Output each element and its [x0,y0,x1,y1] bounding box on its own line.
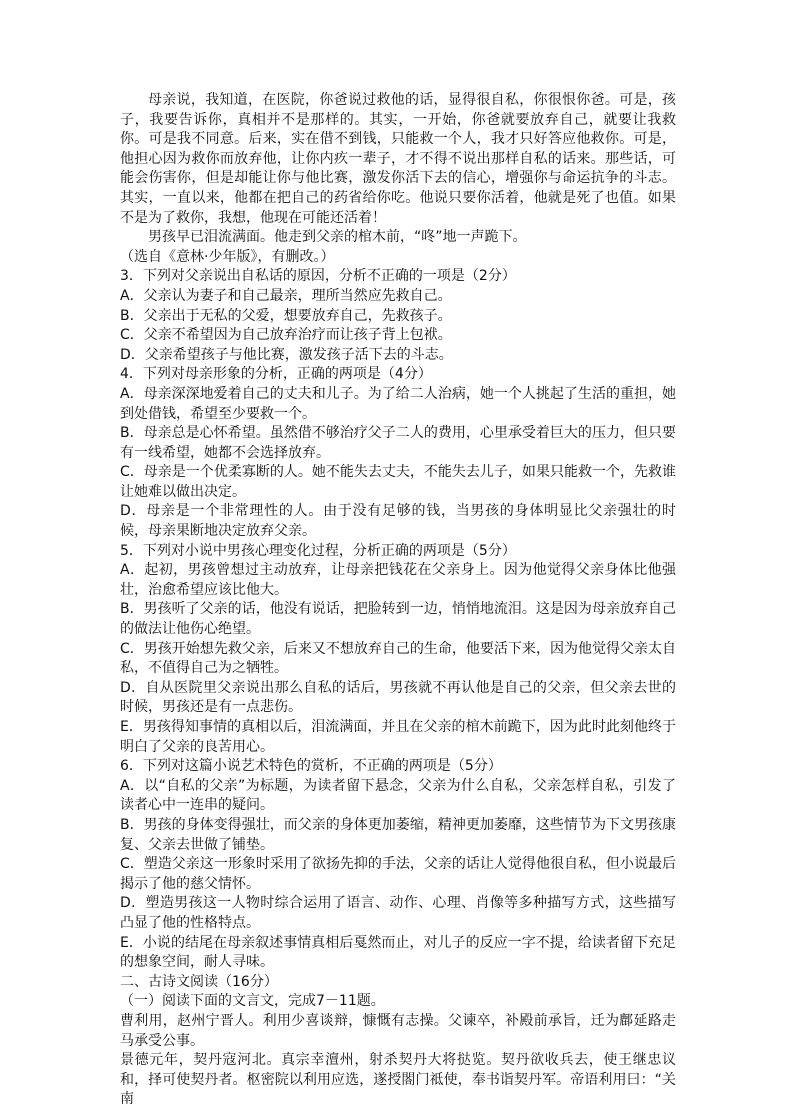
document-page [120,91,676,1110]
section-heading: 二、古诗文阅读（16分） [120,973,278,990]
question-6 [120,757,676,973]
question-stem: 6．下列对这篇小说艺术特色的赏析，不正确的两项是（5分） [120,758,502,775]
question-stem: 5．下列对小说中男孩心理变化过程，分析正确的两项是（5分） [120,542,516,559]
option-b: B．男孩听了父亲的话，他没有说话，把脸转到一边，悄悄地流泪。这是因为母亲放弃自己的做法让他伤心绝望。 [120,601,676,638]
option-d: D．自从医院里父亲说出那么自私的话后，男孩就不再认他是自己的父亲，但父亲去世的时候，男孩还是有一点悲伤。 [120,679,676,716]
question-stem: 3．下列对父亲说出自私话的原因，分析不正确的一项是（2分） [120,268,516,285]
option-a: A．母亲深深地爱着自己的丈夫和儿子。为了给二人治病，她一个人挑起了生活的重担，她到处借钱，希望至少要救一个。 [120,385,676,422]
option-c: C．塑造父亲这一形象时采用了欲扬先抑的手法，父亲的话让人觉得他很自私，但小说最后揭示了他的慈父情怀。 [120,856,676,892]
question-3 [120,267,676,365]
option-d: D．母亲是一个非常理性的人。由于没有足够的钱，当男孩的身体明显比父亲强壮的时候，母亲果断地决定放弃父亲。 [120,503,676,540]
question-4 [120,365,676,541]
option-b: B．父亲出于无私的父爱，想要放弃自己，先救孩子。 [120,307,452,324]
subsection-heading: （一）阅读下面的文言文，完成7－11题。 [120,993,385,1010]
source-note: （选自《意林·少年版》，有删改。） [120,248,335,265]
option-d: D．塑造男孩这一人物时综合运用了语言、动作、心理、肖像等多种描写方式，这些描写凸显了他的性格特点。 [120,895,676,931]
option-b: B．男孩的身体变得强壮，而父亲的身体更加萎缩，精神更加萎靡，这些情节为下文男孩康复、父亲去世做了铺垫。 [120,816,676,853]
option-e: E．小说的结尾在母亲叙述事情真相后戛然而止，对儿子的反应一字不提，给读者留下充足的想象空间，耐人寻味。 [120,934,676,971]
story-paragraph: 男孩早已泪流满面。他走到父亲的棺木前，“咚”地一声跪下。 [148,229,527,246]
option-e: E．男孩得知事情的真相以后，泪流满面，并且在父亲的棺木前跪下，因为此时此刻他终于明白了父亲的良苦用心。 [120,719,676,755]
option-c: C．母亲是一个优柔寡断的人。她不能失去丈夫，不能失去儿子，如果只能救一个，先救谁让她难以做出决定。 [120,464,676,500]
option-d: D．父亲希望孩子与他比赛，激发孩子活下去的斗志。 [120,346,453,363]
option-c: C．父亲不希望因为自己放弃治疗而让孩子背上包袱。 [120,327,452,344]
option-a: A．父亲认为妻子和自己最亲，理所当然应先救自己。 [120,287,452,304]
question-stem: 4．下列对母亲形象的分析，正确的两项是（4分） [120,366,432,383]
option-c: C．男孩开始想先救父亲，后来又不想放弃自己的生命，他要活下来，因为他觉得父亲太自私，不值得自己为之牺牲。 [120,640,676,677]
option-a: A．以“自私的父亲”为标题，为读者留下悬念，父亲为什么自私，父亲怎样自私，引发了读者心中一连串的疑问。 [120,777,676,814]
option-a: A．起初，男孩曾想过主动放弃，让母亲把钱花在父亲身上。因为他觉得父亲身体比他强壮，治愈希望应该比他大。 [120,562,676,598]
option-b: B．母亲总是心怀希望。虽然借不够治疗父子二人的费用，心里承受着巨大的压力，但只要有一线希望，她都不会选择放弃。 [120,425,676,461]
classical-paragraph: 景德元年，契丹寇河北。真宗幸澶州，射杀契丹大将挞览。契丹欲收兵去，使王继忠议和，择可使契丹者。枢密院以利用应选，遂授閤门祗使，奉书诣契丹军。帝语利用曰：“关南 [120,1052,676,1108]
story-paragraph: 母亲说，我知道，在医院，你爸说过救他的话，显得很自私，你很恨你爸。可是，孩子，我要告诉你，真相并不是那样的。其实，一开始，你爸就要放弃自己，就要让我救你。可是我不同意。后来，实在借不到钱，只能救一个人，我才只好答应他救你。可是，他担心因为救你而放弃他，让你内疚一辈子，才不得不说出那样自私的话来。那些话，可能会伤害你，但是却能让你与他比赛，激发你活下去的信心，增强你与命运抗争的斗志。其实，一直以来，他都在把自己的药省给你吃。他说只要你活着，他就是死了也值。如果不是为了救你，我想，他现在可能还活着！ [120,92,676,226]
question-5 [120,542,676,758]
classical-paragraph: 曹利用，赵州宁晋人。利用少喜谈辩，慷慨有志操。父谏卒，补殿前承旨，迁为鄜延路走马承受公事。 [120,1012,676,1049]
